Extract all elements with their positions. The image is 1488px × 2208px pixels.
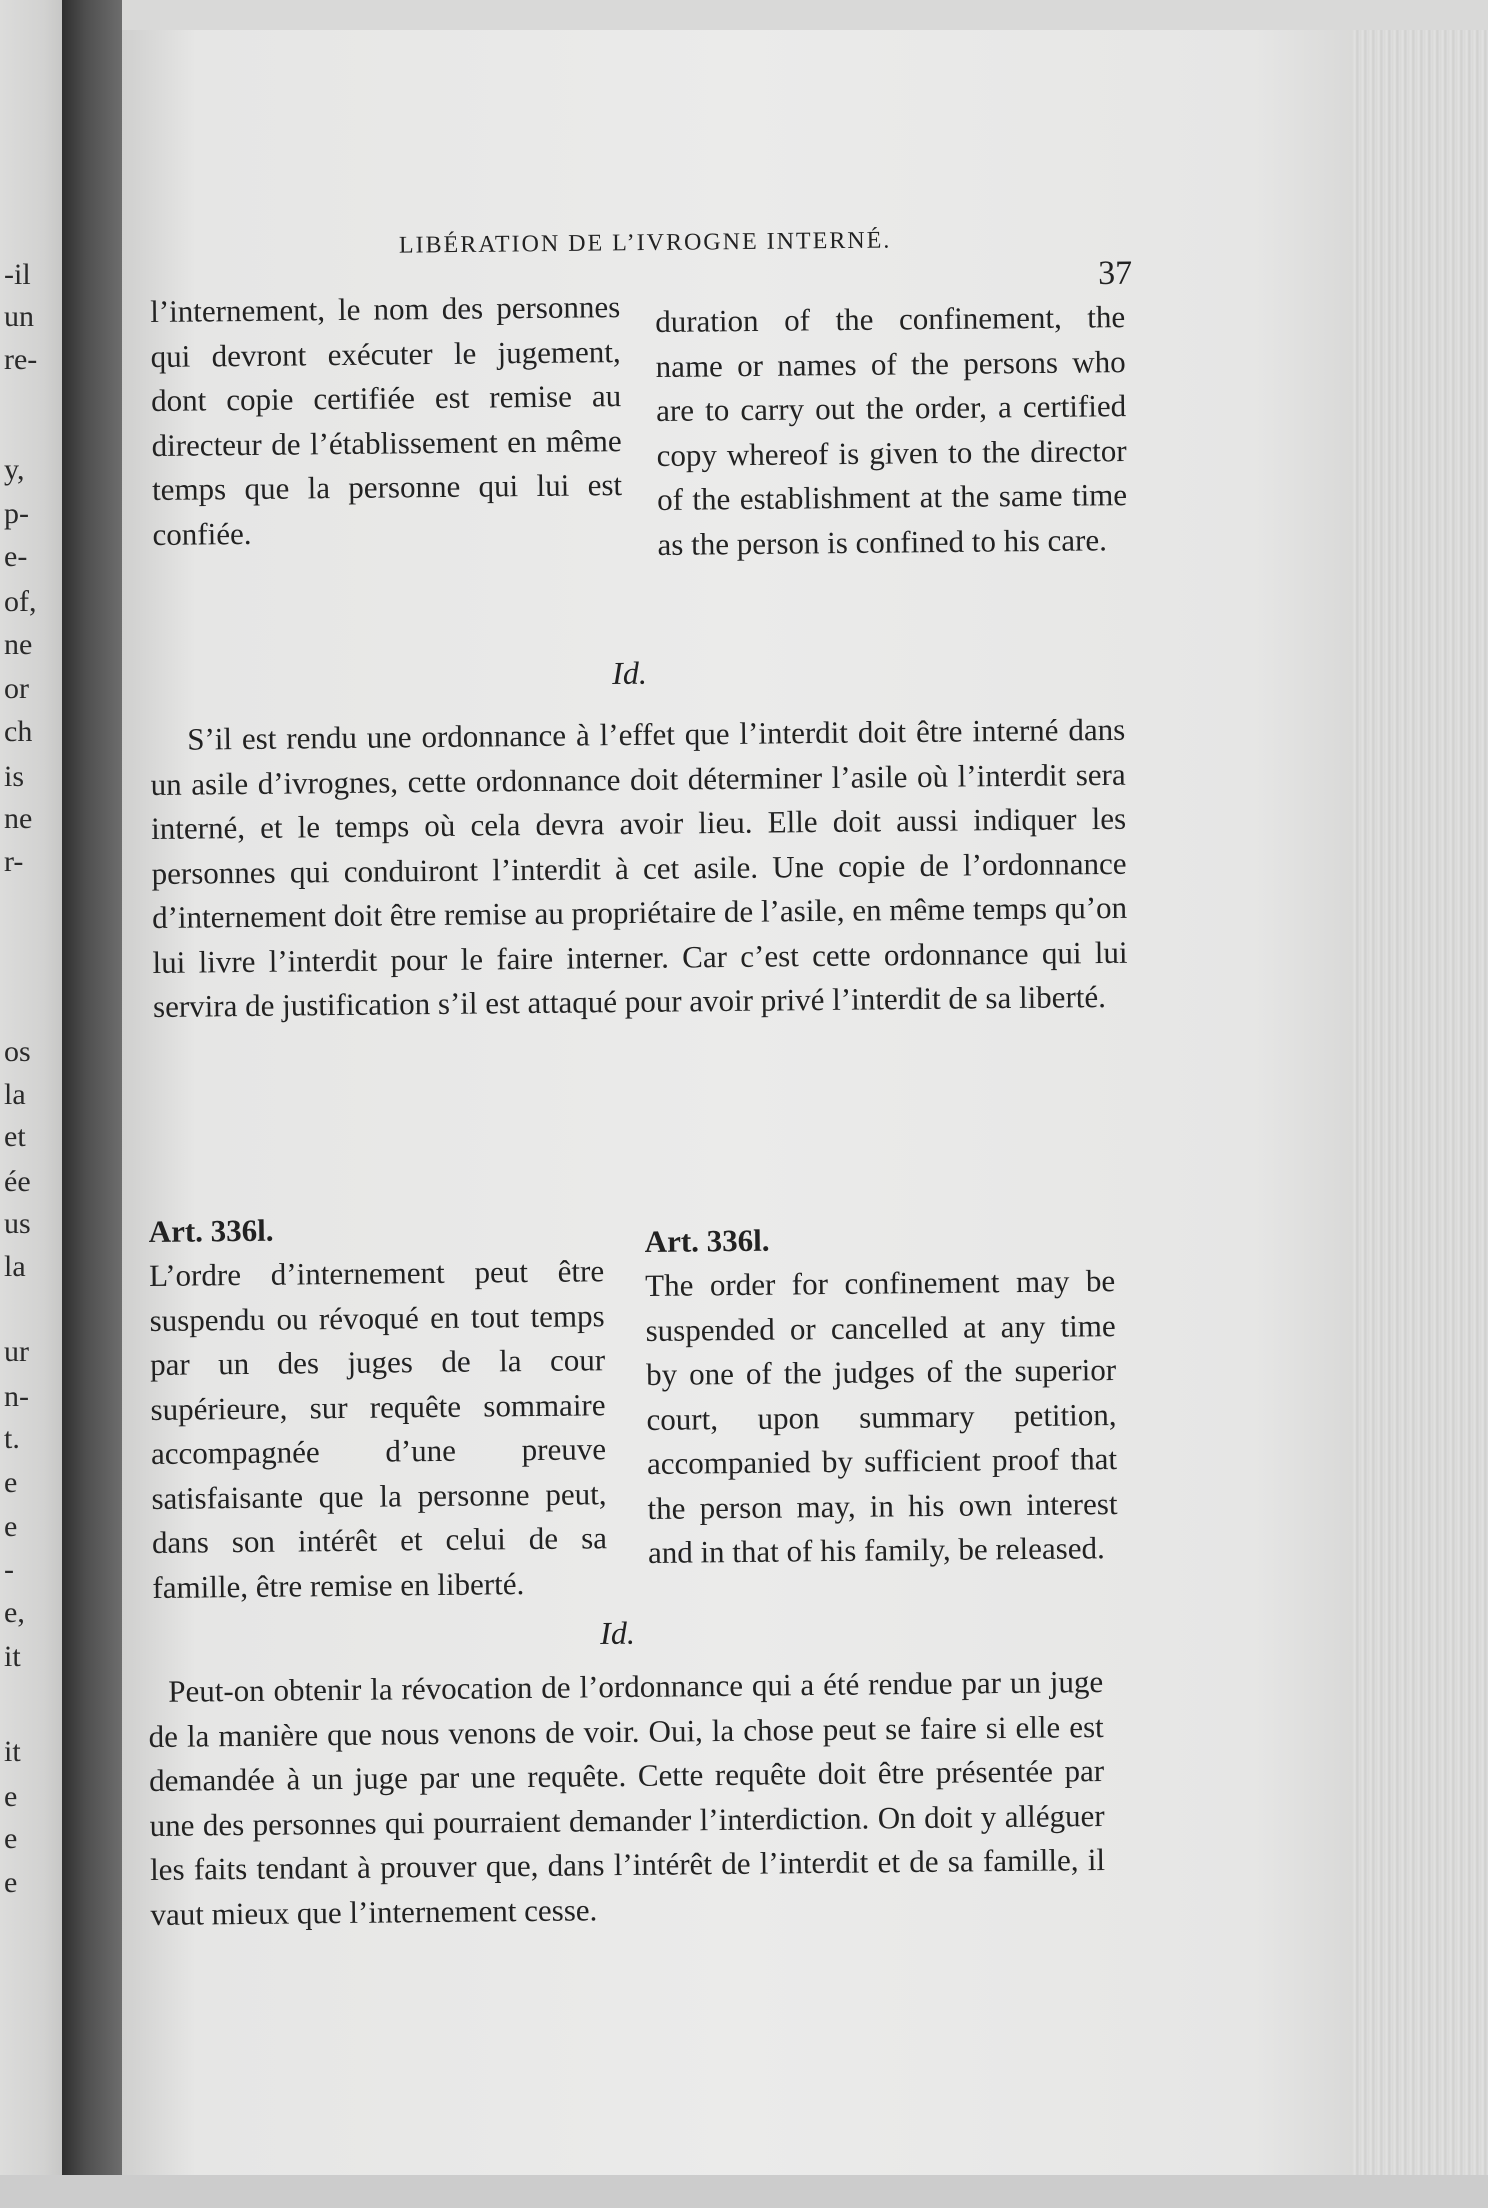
- facing-page-text-fragment: -: [4, 1553, 14, 1586]
- commentary-paragraph: Peut-on obtenir la révocation de l’ordonnance qui a été rendue par un juge de la manière que nous venons de voir. Oui, la chose peut se faire si elle est demandée à un juge par une requête. Cette requête doit être présentée par une des personnes qui pourraient demander l’interdiction. On doit y alléguer les faits tendant à prouver que, dans l’intérêt de l’interdit et de sa famille, il vaut mieux que l’internement cesse.: [148, 1663, 1106, 1932]
- running-header: LIBÉRATION DE L’IVROGNE INTERNÉ.: [398, 227, 892, 259]
- facing-page-text-fragment: n-: [4, 1380, 29, 1413]
- article-number: Art. 336l.: [644, 1222, 770, 1259]
- facing-page-text-fragment: re-: [4, 343, 38, 376]
- photo-frame-bottom: [0, 2175, 1488, 2208]
- facing-page-text-fragment: it: [4, 1640, 21, 1673]
- article-text: L’ordre d’internement peut être suspendu ou révoqué en tout temps par un des juges de la cour supérieure, sur requête sommaire accompagnée d’une preuve satisfaisante que la personne peut, dans son intérêt et celui de sa famille, être remise en liberté.: [148, 1253, 608, 1605]
- commentary-paragraph: S’il est rendu une ordonnance à l’effet que l’interdit doit être interné dans un asile d’ivrognes, cette ordonnance doit déterminer l’asile où l’interdit sera interné, et le temps où cela devra avoir lieu. Elle doit aussi indiquer les personnes qui conduiront l’interdit à cet asile. Une copie de l’ordonnance d’internement doit être remise au propriétaire de l’asile, en même temps qu’on lui livre l’interdit pour le faire interner. Car c’est cette ordonnance qui lui servira de justification s’il est attaqué pour avoir privé l’interdit de sa liberté.: [150, 711, 1128, 1024]
- facing-page-text-fragment: ur: [4, 1335, 29, 1368]
- facing-page-text-fragment: e: [4, 1466, 18, 1499]
- facing-page-text-fragment: ne: [4, 628, 33, 661]
- facing-page-text-fragment: ée: [4, 1165, 31, 1198]
- book-gutter: [62, 0, 122, 2208]
- facing-page-text-fragment: e: [4, 1510, 18, 1543]
- facing-page-text-fragment: y,: [4, 453, 25, 486]
- facing-page-text-fragment: e: [4, 1866, 18, 1899]
- facing-page-text-fragment: os: [4, 1035, 31, 1068]
- facing-page-text-fragment: ch: [4, 715, 33, 748]
- facing-page-text-fragment: or: [4, 672, 29, 705]
- facing-page-text-fragment: it: [4, 1735, 21, 1768]
- facing-page-text-fragment: la: [4, 1250, 26, 1283]
- facing-page-text-fragment: e: [4, 1780, 18, 1813]
- facing-page-text-fragment: is: [4, 760, 25, 793]
- facing-page-text-fragment: et: [4, 1120, 26, 1153]
- facing-page-text-fragment: e-: [4, 540, 28, 573]
- facing-page-text-fragment: us: [4, 1207, 31, 1240]
- facing-page-text-fragment: ne: [4, 802, 33, 835]
- article-number: Art. 336l.: [148, 1212, 274, 1249]
- facing-page-text-fragment: la: [4, 1078, 26, 1111]
- facing-page-text-fragment: un: [4, 300, 34, 333]
- facing-page-text-fragment: of,: [4, 585, 37, 618]
- facing-page-text-fragment: e,: [4, 1596, 25, 1629]
- english-article-continued: duration of the confinement, the name or names of the persons who are to carry out the order, a certified copy whereof is given to the director of the establishment at the same time as the person is confined to his care.: [655, 299, 1128, 562]
- facing-page-text-fragment: -il: [4, 258, 31, 291]
- photo-frame-top: [0, 0, 1488, 30]
- facing-page-text-fragment: p-: [4, 497, 29, 530]
- article-text: The order for confinement may be suspended or cancelled at any time by one of the judges of the superior court, upon summary petition, accompanied by sufficient proof that the person may, in his own interest and in that of his family, be released.: [644, 1263, 1118, 1570]
- facing-page-text-fragment: e: [4, 1822, 18, 1855]
- french-article-336l: [148, 1160, 608, 1610]
- facing-page-text-fragment: t.: [4, 1422, 20, 1455]
- source-citation: Id.: [600, 1614, 636, 1651]
- french-article-continued: l’internement, le nom des personnes qui devront exécuter le jugement, dont copie certifiée est remise au directeur de l’établissement en même temps que la personne qui lui est confiée.: [150, 289, 623, 552]
- page-stack-edge: [1352, 30, 1488, 2175]
- source-citation: Id.: [612, 654, 648, 691]
- english-article-336l: [644, 1170, 1118, 1575]
- page-number: 37: [1098, 254, 1133, 292]
- facing-page-edge: [0, 0, 62, 2208]
- facing-page-text-fragment: r-: [4, 845, 24, 878]
